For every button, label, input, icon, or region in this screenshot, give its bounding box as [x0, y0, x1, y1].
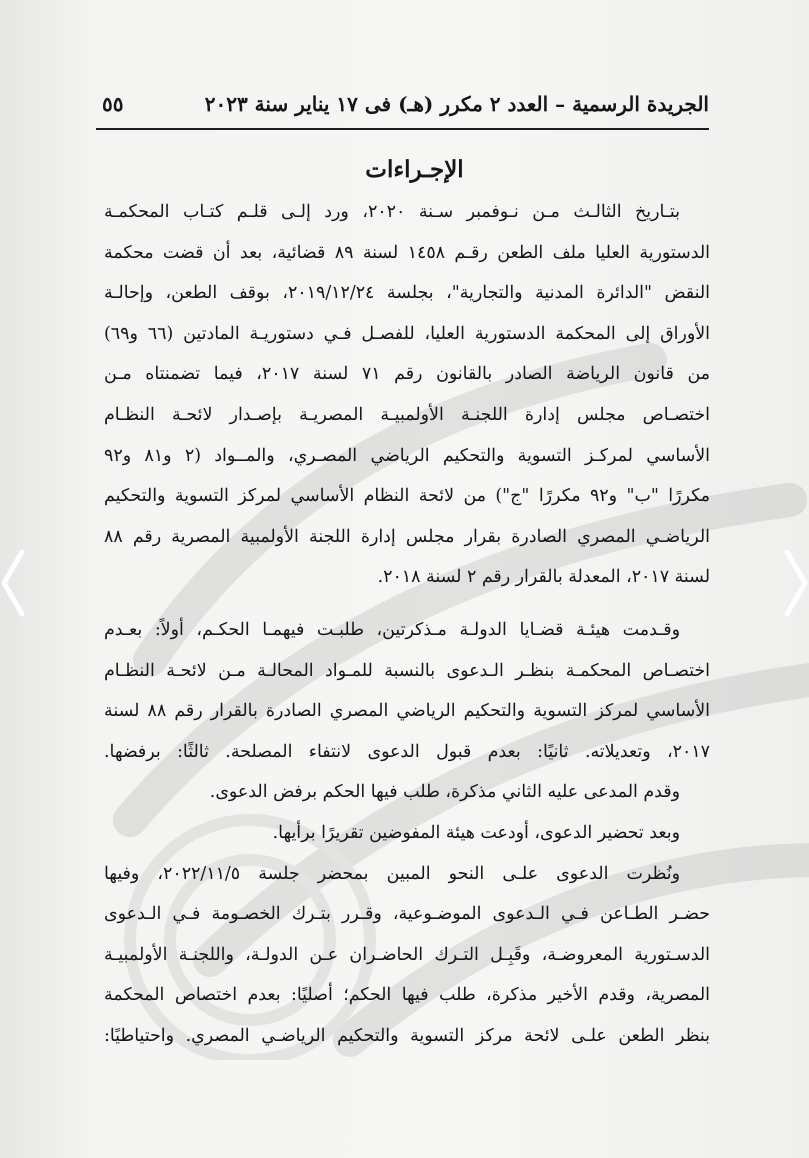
paragraph-state-lawsuits: [104, 610, 710, 772]
text-line: وبعد تحضير الدعوى، أودعت هيئة المفوضين تقريرًا برأيها.: [272, 822, 680, 843]
text-line: بتـاريخ الثالـث مـن نـوفمبر سـنة ٢٠٢٠، ورد إلـى قلـم كتـاب المحكمـة: [104, 202, 680, 222]
text-line: وقـدمت هيئـة قضـايا الدولـة مـذكرتين، طلبـت فيهمـا الحكـم، أولاً: بعـدم: [104, 619, 680, 640]
paragraph-gap: [104, 598, 710, 610]
text-line: حضـر الطـاعن فـي الـدعوى الموضـوعية، وقـرر بتـرك الخصـومة فـي الـدعوى: [104, 904, 710, 925]
paragraph-hearing: [104, 854, 710, 1057]
gazette-header-title: الجريدة الرسمية – العدد ٢ مكرر (هـ) فى ١٧ يناير سنة ٢٠٢٣: [204, 92, 709, 116]
text-line: من قانون الرياضة الصادر بالقانون رقم ٧١ لسنة ٢٠١٧، فيما تضمنتاه مـن: [104, 364, 710, 385]
text-line: لسنة ٢٠١٧، المعدلة بالقرار رقم ٢ لسنة ٢٠١٨.: [377, 567, 710, 588]
text-line: اختصـاص المحكمـة بنظـر الـدعوى بالنسبة للمـواد المحالـة مـن لائحـة النظـام: [104, 660, 710, 681]
text-line: مكررًا "ب" و٩٢ مكررًا "ج") من لائحة النظام الأساسي لمركز التسوية والتحكيم: [104, 486, 710, 507]
next-page-arrow-icon[interactable]: [783, 548, 809, 618]
paragraph-referral: [104, 192, 710, 598]
text-line: بنظر الطعن علـى لائحة مركز التسوية والتحكيم الرياضـي المصري. واحتياطيًا:: [104, 1025, 710, 1046]
paragraph-second-defendant: [104, 772, 710, 813]
previous-page-arrow-icon[interactable]: [0, 548, 26, 618]
text-line: الرياضـي المصري الصادرة بقرار مجلس إدارة اللجنة الأولمبية المصرية رقم ٨٨: [104, 526, 710, 547]
section-heading: الإجـراءات: [365, 156, 464, 183]
text-line: النقض "الدائرة المدنية والتجارية"، بجلسة ٢٠١٩/١٢/٢٤، بوقف الطعن، وإحالـة: [104, 283, 710, 304]
text-line: المصرية، وقدم الأخير مذكرة، طلب فيها الحكم؛ أصليًا: بعدم اختصاص المحكمة: [104, 985, 710, 1006]
text-line: الأساسي لمركـز التسوية والتحكيم الرياضي المصـري، والمــواد (٢ و٨١ و٩٢: [104, 445, 710, 466]
text-line: الدسـتورية المعروضـة، وقَبِـل التـرك الحاضـران عـن الدولـة، واللجنـة الأولمبيـة: [104, 944, 710, 965]
page-number: ٥٥: [102, 92, 124, 116]
text-line: ونُظرت الدعوى علـى النحو المبين بمحضر جلسة ٢٠٢٢/١١/٥، وفيها: [104, 863, 680, 884]
text-line: الأساسي لمركز التسوية والتحكيم الرياضي المصري الصادرة بالقرار رقم ٨٨ لسنة: [104, 701, 710, 722]
paragraph-commissioners: [104, 813, 710, 854]
text-line: ٢٠١٧، وتعديلاته. ثانيًا: بعدم قبول الدعوى لانتفاء المصلحة. ثالثًا: برفضها.: [104, 741, 710, 762]
page-header: [96, 88, 709, 130]
text-line: وقدم المدعى عليه الثاني مذكرة، طلب فيها الحكم برفض الدعوى.: [209, 782, 680, 803]
text-line: اختصـاص مجلس إدارة اللجنـة الأولمبيـة المصريـة بإصـدار لائحـة النظـام: [104, 404, 710, 425]
document-body: [104, 192, 710, 1056]
text-line: الدستورية العليا ملف الطعن رقـم ١٤٥٨ لسنة ٨٩ قضائية، بعد أن قضت محكمة: [104, 242, 710, 263]
text-line: الأوراق إلى المحكمة الدستورية العليا، للفصـل فـي دستوريـة المادتين (٦٦ و٦٩): [104, 323, 710, 344]
